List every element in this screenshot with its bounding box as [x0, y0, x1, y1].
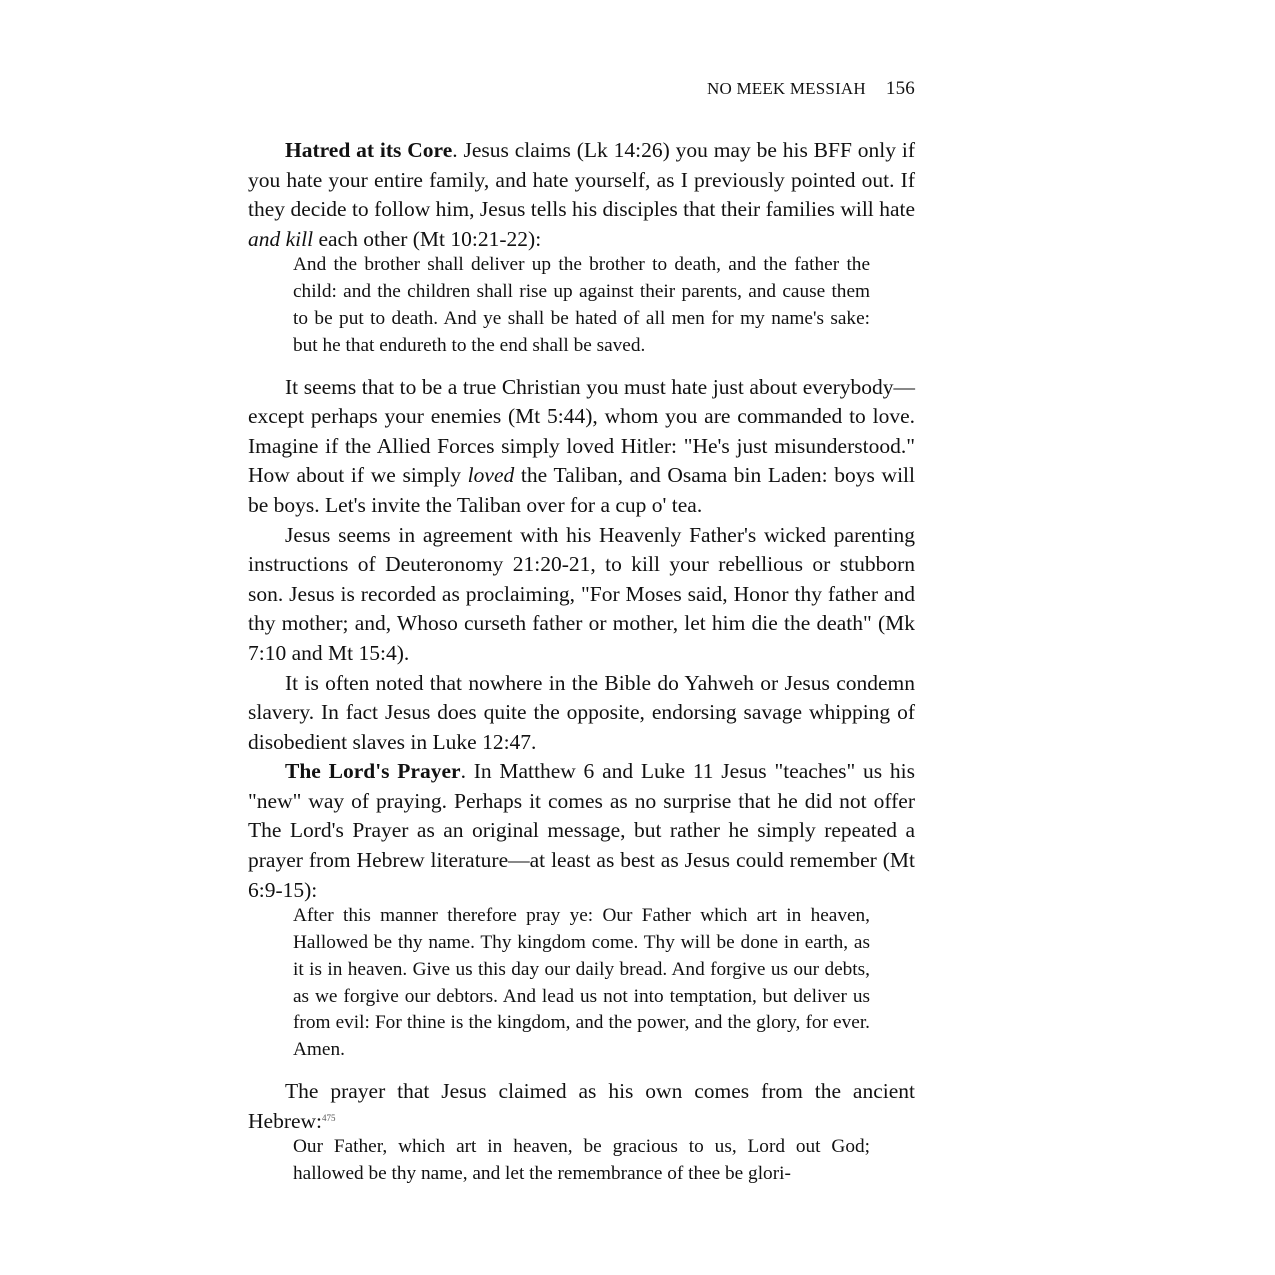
block-quote-hebrew-prayer: Our Father, which art in heaven, be gracious to us, Lord out God; hallowed be thy name, and let the remembrance of thee be glori-: [293, 1136, 870, 1185]
paragraph-deuteronomy: Jesus seems in agreement with his Heavenly Father's wicked parenting instructions of Deuteronomy 21:20-21, to kill your rebellious or stubborn son. Jesus is recorded as proclaiming, "For Moses said, Honor thy father and thy mother; and, Whoso curseth father or mother, let him die the death" (Mk 7:10 and Mt 15:4).: [248, 522, 915, 665]
paragraph-slavery: It is often noted that nowhere in the Bible do Yahweh or Jesus condemn slavery. In fact Jesus does quite the opposite, endorsing savage whipping of disobedient slaves in Luke 12:47.: [248, 670, 915, 754]
emphasis: and kill: [248, 226, 314, 251]
paragraph-true-christian: [248, 373, 915, 521]
block-quote-matthew-6: After this manner therefore pray ye: Our Father which art in heaven, Hallowed be thy name. Thy kingdom come. Thy will be done in earth, as it is in heaven. Give us this day our daily bread. And forgive us our debts, as we forgive our debtors. And lead us not into temptation, but deliver us from evil: For thine is the kingdom, and the power, and the glory, for ever. Amen.: [293, 905, 870, 1061]
paragraph-hatred: [248, 136, 915, 254]
section-lead-lords-prayer: The Lord's Prayer: [285, 759, 461, 784]
body-text: [248, 136, 915, 1188]
paragraph-text: The prayer that Jesus claimed as his own comes from the ancient Hebrew:: [248, 1079, 915, 1133]
block-quote-matthew-10: And the brother shall deliver up the brother to death, and the father the child: and the children shall rise up against their parents, and cause them to be put to death. And ye shall be hated of all men for my name's sake: but he that endureth to the end shall be saved.: [293, 254, 870, 356]
paragraph-ancient-hebrew: [248, 1077, 915, 1136]
paragraph-text: the Taliban, and Osama bin Laden: boys will be boys. Let's invite the Taliban over for a cup o' tea.: [248, 463, 915, 517]
book-title: NO MEEK MESSIAH: [707, 79, 866, 98]
footnote-marker[interactable]: 475: [322, 1112, 336, 1123]
page-number: 156: [885, 78, 915, 99]
running-header: [248, 78, 915, 100]
section-lead-hatred: Hatred at its Core: [285, 138, 453, 162]
paragraph-text: each other (Mt 10:21-22):: [313, 226, 542, 251]
paragraph-text: . In Matthew 6 and Luke 11 Jesus "teaches" us his "new" way of praying. Perhaps it comes as no surprise that he did not offer The Lord's Prayer as an original message, but rather he simply repeated a prayer from Hebrew literature—at least as best as Jesus could remember (Mt 6:9-15):: [248, 759, 915, 902]
paragraph-text: It seems that to be a true Christian you must hate just about everybody—except perhaps your enemies (Mt 5:44), whom you are commanded to love. Imagine if the Allied Forces simply loved Hitler: "He's just misunderstood." How about if we simply: [248, 374, 915, 488]
paragraph-lords-prayer: [248, 757, 915, 905]
paragraph-text: . Jesus claims (Lk 14:26) you may be his BFF only if you hate your entire family, and hate yourself, as I previously pointed out. If they decide to follow him, Jesus tells his disciples that their families will hate: [248, 138, 916, 222]
emphasis: loved: [467, 463, 515, 488]
